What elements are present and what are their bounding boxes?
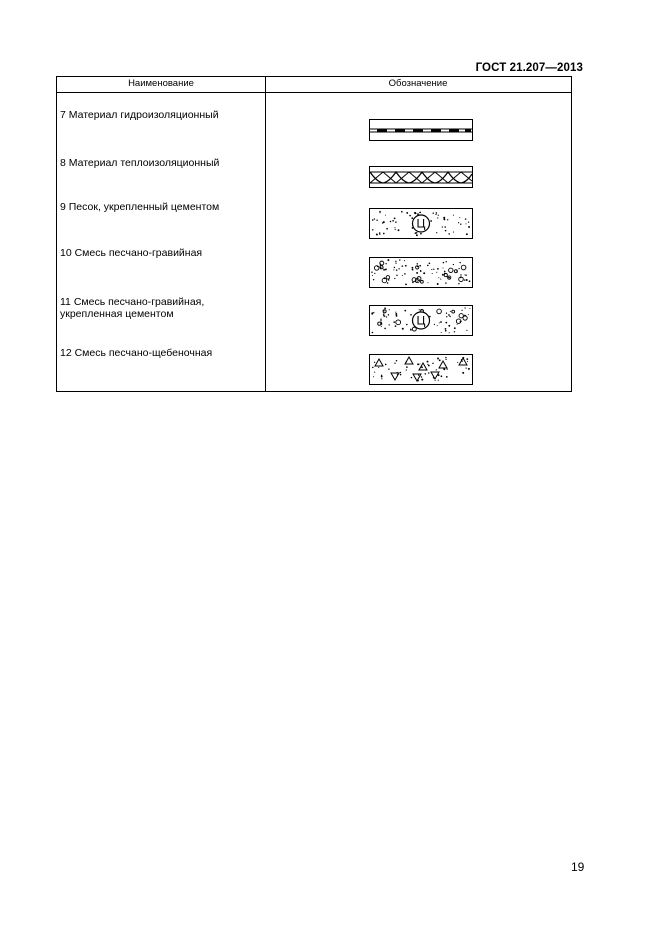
document-code: ГОСТ 21.207—2013 xyxy=(475,62,583,74)
cement-letter-icon: Ц xyxy=(416,216,426,231)
cement-stabilized-sand-gravel-mix-symbol-icon xyxy=(369,305,473,336)
waterproofing-material-symbol-icon xyxy=(369,119,473,141)
column-divider xyxy=(265,77,266,391)
row-label-thermal-insulation: 8 Материал теплоизоляционный xyxy=(60,157,220,169)
cement-letter-icon: Ц xyxy=(416,313,426,328)
row-label-sand-crushed-stone: 12 Смесь песчано-щебеночная xyxy=(60,347,213,359)
column-header-name: Наименование xyxy=(128,78,194,89)
row-label-cement-sand-gravel: 11 Смесь песчано-гравийная, укрепленная цементом xyxy=(60,296,205,320)
cement-stabilized-sand-symbol-icon xyxy=(369,208,473,239)
page-number: 19 xyxy=(571,860,585,874)
row-label-sand-gravel: 10 Смесь песчано-гравийная xyxy=(60,247,203,259)
symbols-table xyxy=(56,76,572,392)
table-header xyxy=(57,77,571,93)
row-label-cement-sand: 9 Песок, укрепленный цементом xyxy=(60,201,220,213)
sand-crushed-stone-mix-symbol-icon xyxy=(369,354,473,385)
thermal-insulation-material-symbol-icon xyxy=(369,166,473,188)
sand-gravel-mix-symbol-icon xyxy=(369,257,473,288)
column-header-symbol: Обозначение xyxy=(388,78,448,89)
row-label-waterproofing: 7 Материал гидроизоляционный xyxy=(60,109,219,121)
